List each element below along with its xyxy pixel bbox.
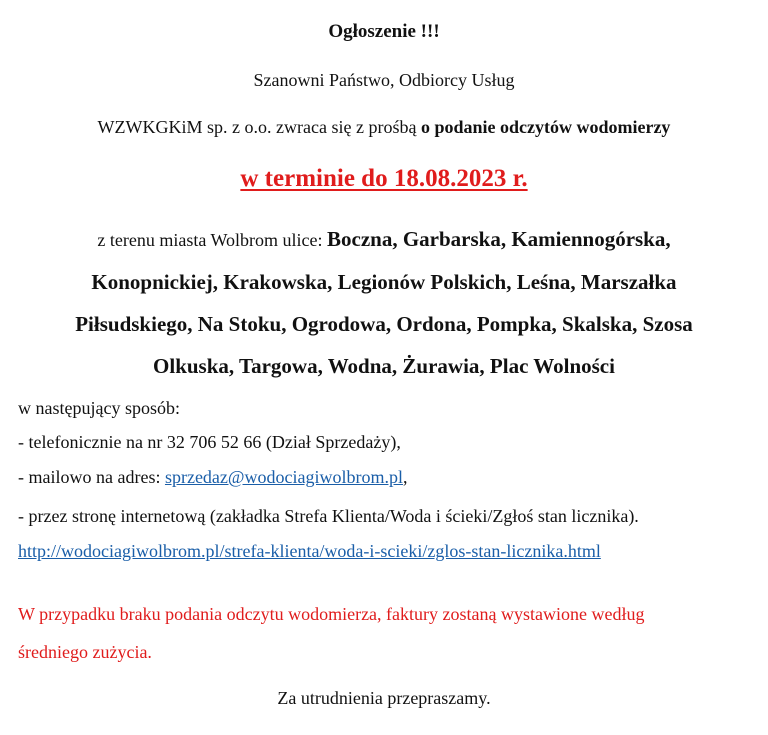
- warning-line-2: średniego zużycia.: [18, 642, 152, 662]
- deadline-notice: w terminie do 18.08.2023 r.: [240, 165, 528, 192]
- method-web: - przez stronę internetową (zakładka Strefa Klienta/Woda i ścieki/Zgłoś stan licznika).: [18, 506, 639, 526]
- request-bold: o podanie odczytów wodomierzy: [420, 117, 671, 137]
- greeting-line: Szanowni Państwo, Odbiorcy Usług: [253, 70, 515, 90]
- streets-intro: z terenu miasta Wolbrom ulice:: [97, 230, 328, 250]
- method-email: [18, 467, 758, 488]
- method-web-link-line: [18, 541, 758, 562]
- streets-row-3: [0, 303, 768, 345]
- streets-line-2: Konopnickiej, Krakowska, Legionów Polskich, Leśna, Marszałka: [91, 270, 677, 294]
- announcement-title: Ogłoszenie !!!: [328, 21, 440, 42]
- closing-line: Za utrudnienia przepraszamy.: [277, 688, 491, 708]
- streets-row-4: [0, 345, 768, 387]
- streets-row-1: [0, 218, 768, 261]
- streets-line-3: Piłsudskiego, Na Stoku, Ogrodowa, Ordona, Pompka, Skalska, Szosa: [75, 312, 693, 336]
- method-email-suffix: ,: [402, 467, 408, 487]
- method-email-prefix: - mailowo na adres:: [18, 467, 165, 487]
- method-phone: - telefonicznie na nr 32 706 52 66 (Dział Sprzedaży),: [18, 432, 401, 452]
- email-link[interactable]: sprzedaz@wodociagiwolbrom.pl: [164, 467, 403, 487]
- streets-row-2: [0, 261, 768, 303]
- request-line: [0, 117, 768, 138]
- request-prefix: WZWKGKiM sp. z o.o. zwraca się z prośbą: [97, 117, 421, 137]
- streets-line-4: Olkuska, Targowa, Wodna, Żurawia, Plac Wolności: [153, 354, 615, 378]
- methods-intro: w następujący sposób:: [18, 398, 180, 418]
- web-link[interactable]: http://wodociagiwolbrom.pl/strefa-klienta/woda-i-scieki/zglos-stan-licznika.html: [18, 541, 601, 561]
- warning-line-1: W przypadku braku podania odczytu wodomierza, faktury zostaną wystawione według: [18, 604, 645, 624]
- streets-line-1: Boczna, Garbarska, Kamiennogórska,: [327, 227, 671, 251]
- streets-block: [0, 218, 768, 387]
